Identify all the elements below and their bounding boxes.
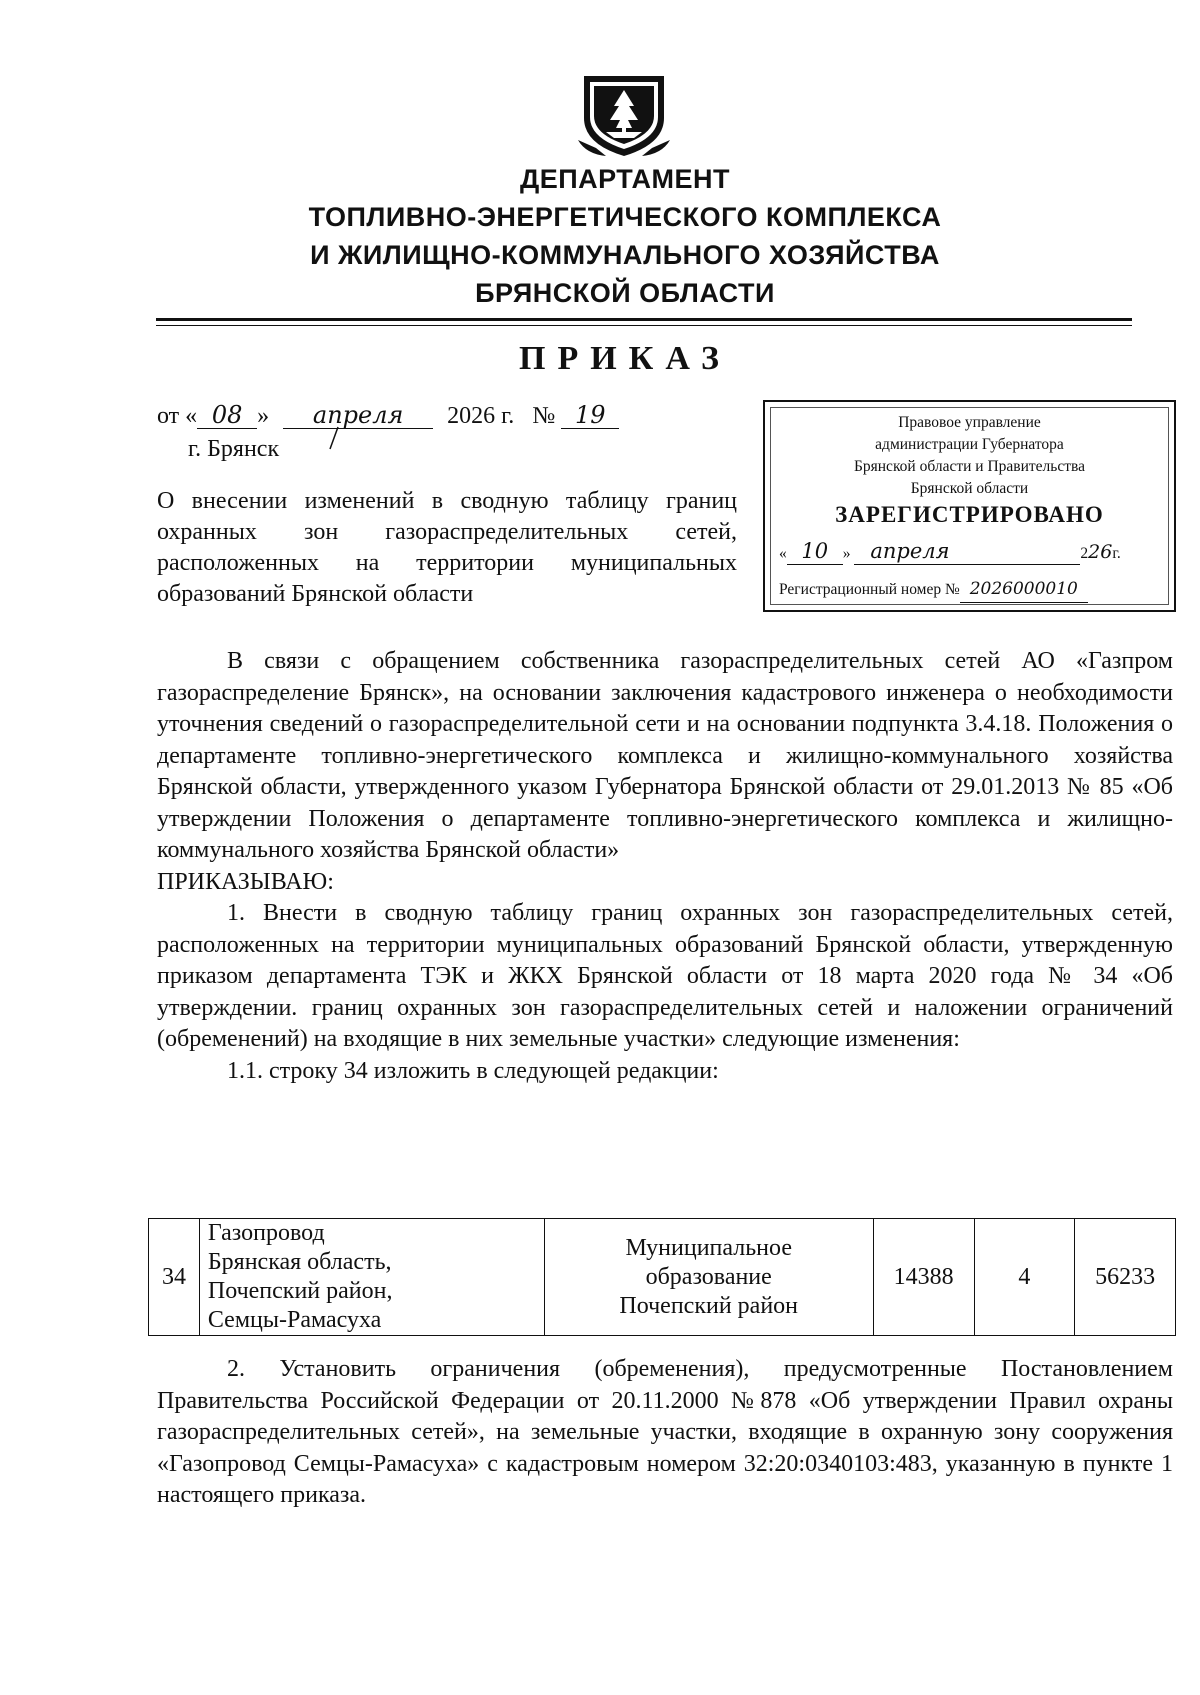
stamp-year-start: 2	[1080, 545, 1089, 562]
municipality-line: Муниципальное	[625, 1234, 792, 1261]
department-line-3: И ЖИЛИЩНО-КОММУНАЛЬНОГО ХОЗЯЙСТВА	[310, 240, 940, 270]
date-close-quote: »	[257, 403, 270, 429]
item-1-1: 1.1. строку 34 изложить в следующей редакции:	[227, 1057, 719, 1084]
table-row	[149, 1219, 1176, 1336]
header-rule-thin	[156, 325, 1132, 326]
order-year: 2026 г.	[447, 403, 515, 429]
registration-stamp	[763, 400, 1176, 612]
order-number-label: №	[532, 403, 556, 429]
order-city: г. Брянск	[188, 436, 280, 462]
cell-value-5: 4	[974, 1219, 1075, 1336]
boundary-table	[148, 1218, 1176, 1336]
header-rule-thick	[156, 318, 1132, 321]
preamble-paragraph	[157, 646, 1173, 1087]
cell-value-4: 14388	[873, 1219, 974, 1336]
stamp-reg-row	[779, 576, 1088, 603]
stamp-line-1: Правовое управление	[898, 414, 1041, 431]
handwritten-tick-mark	[328, 426, 340, 450]
stamp-year-suffix: г.	[1112, 545, 1121, 562]
order-number: 19	[561, 402, 619, 429]
municipality-line: Почепский район	[619, 1292, 799, 1319]
stamp-registered: ЗАРЕГИСТРИРОВАНО	[835, 502, 1104, 527]
cell-value-6: 56233	[1075, 1219, 1176, 1336]
cell-object-name	[199, 1219, 544, 1336]
order-subject: О внесении изменений в сводную таблицу границ охранных зон газораспределительных сетей, расположенных на территории муниципальных образований Брянской области	[157, 488, 737, 607]
item-2-paragraph	[157, 1354, 1173, 1512]
cell-municipality	[544, 1219, 873, 1336]
department-line-4: БРЯНСКОЙ ОБЛАСТИ	[475, 278, 775, 308]
object-name-line: Семцы-Рамасуха	[207, 1307, 382, 1333]
order-month: апреля	[283, 402, 433, 429]
object-name-line: Почепский район,	[207, 1278, 393, 1304]
date-prefix: от «	[157, 403, 198, 429]
stamp-line-4: Брянской области	[910, 480, 1029, 497]
stamp-reg-number: 2026000010	[960, 576, 1088, 603]
preamble-text: В связи с обращением собственника газораспределительных сетей АО «Газпром газораспределение Брянск», на основании заключения кадастрового инженера о необходимости уточнения сведений о газораспределительной сети и на основании подпункта 3.4.18. Положения о департаменте топливно-энергетического комплекса и жилищно-коммунального хозяйства Брянской области, утвержденного указом Губернатора Брянской области от 29.01.2013 № 85 «Об утверждении Положения о департаменте топливно-энергетического комплекса и жилищно-коммунального хозяйства Брянской области»	[157, 648, 1173, 863]
stamp-day: 10	[787, 538, 843, 565]
stamp-year-hw: 26	[1088, 541, 1113, 563]
stamp-month: апреля	[854, 538, 1080, 565]
department-line-2: ТОПЛИВНО-ЭНЕРГЕТИЧЕСКОГО КОМПЛЕКСА	[308, 202, 942, 232]
item-2: 2. Установить ограничения (обременения), предусмотренные Постановлением Правительства Российской Федерации от 20.11.2000 №878 «Об утверждении Правил охраны газораспределительных сетей», на земельные участки, входящие в охранную зону сооружения «Газопровод Семцы-Рамасуха» с кадастровым номером 32:20:0340103:483, указанную в пункте 1 настоящего приказа.	[157, 1356, 1173, 1508]
order-date-line	[157, 402, 619, 430]
stamp-reg-label: Регистрационный номер №	[779, 581, 960, 598]
object-name-line: Брянская область,	[207, 1249, 392, 1275]
order-word: ПРИКАЗЫВАЮ:	[157, 868, 334, 895]
stamp-line-3: Брянской области и Правительства	[853, 458, 1086, 475]
item-1: 1. Внести в сводную таблицу границ охранных зон газораспределительных сетей, расположенных на территории муниципальных образований Брянской области, утвержденную приказом департамента ТЭК и ЖКХ Брянской области от 18 марта 2020 года № 34 «Об утверждении. границ охранных зон газораспределительных сетей и наложении ограничений (обременений) на входящие в них земельные участки» следующие изменения:	[157, 900, 1173, 1052]
coat-of-arms-emblem	[576, 70, 672, 160]
municipality-line: образование	[645, 1263, 772, 1290]
order-day: 08	[197, 402, 257, 429]
cell-row-number: 34	[149, 1219, 200, 1336]
document-type-title: ПРИКАЗ	[519, 340, 731, 377]
department-header	[0, 160, 1200, 312]
object-name-line: Газопровод	[207, 1220, 325, 1246]
stamp-date-row: « 10 » апреля 226г.	[779, 539, 1121, 563]
department-line-1: ДЕПАРТАМЕНТ	[519, 164, 731, 194]
stamp-line-2: администрации Губернатора	[875, 436, 1064, 453]
